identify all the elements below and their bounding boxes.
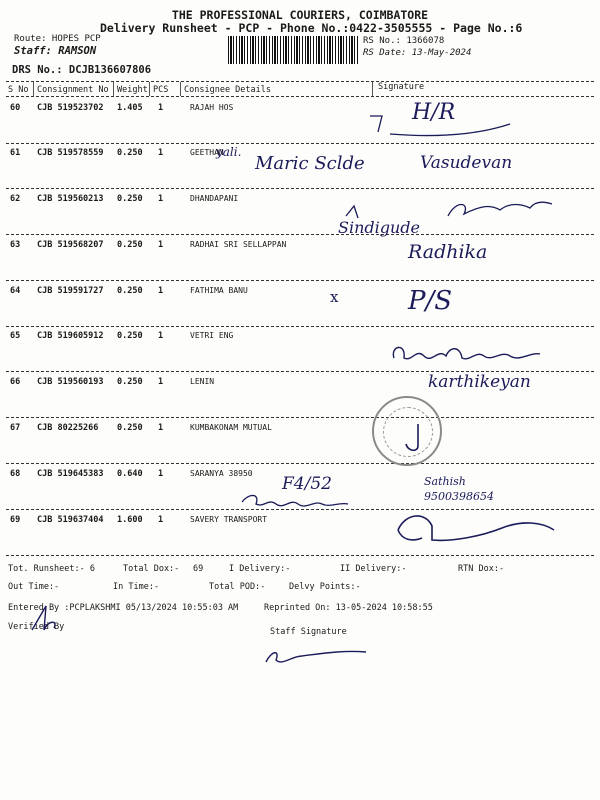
reprinted-on: Reprinted On: 13-05-2024 10:58:55 xyxy=(264,603,433,613)
col-pcs: PCS xyxy=(153,85,169,95)
signature-row-69 xyxy=(392,506,562,550)
signature-row-68-phone: 9500398654 xyxy=(424,490,494,503)
row-separator xyxy=(6,555,594,556)
mark-row-64: x xyxy=(330,288,339,306)
rtn-dox: RTN Dox:- xyxy=(458,564,505,574)
row-weight: 0.640 xyxy=(117,469,143,479)
row-weight: 1.405 xyxy=(117,103,143,113)
row-consignment: CJB 519523702 xyxy=(37,103,104,113)
row-consignment: CJB 519568207 xyxy=(37,240,104,250)
row-sno: 65 xyxy=(10,331,21,341)
staff-label: Staff: RAMSON xyxy=(14,45,97,57)
ii-delivery: II Delivery:- xyxy=(340,564,407,574)
col-separator xyxy=(113,82,114,96)
company-title: THE PROFESSIONAL COURIERS, COIMBATORE xyxy=(171,8,429,22)
row-sno: 66 xyxy=(10,377,21,387)
row-pcs: 1 xyxy=(158,194,164,204)
row-consignee: FATHIMA BANU xyxy=(190,286,248,295)
signature-row-64: P/S xyxy=(408,286,453,316)
row-pcs: 1 xyxy=(158,469,164,479)
route-label: Route: HOPES PCP xyxy=(14,34,101,44)
col-signature: Signature xyxy=(378,82,425,92)
signature-row-65 xyxy=(380,332,555,376)
header-rule-bottom xyxy=(6,96,594,97)
verified-by: Verified By xyxy=(8,622,65,632)
total-pod: Total POD:- xyxy=(209,582,266,592)
row-separator xyxy=(6,143,594,144)
col-separator xyxy=(372,82,373,96)
row-separator xyxy=(6,280,594,281)
staff-signature-label: Staff Signature xyxy=(270,627,347,637)
row-consignee: VETRI ENG xyxy=(190,331,234,340)
row-sno: 60 xyxy=(10,103,21,113)
row-consignment: CJB 519591727 xyxy=(37,286,104,296)
row-separator xyxy=(6,463,594,464)
col-weight: Weight xyxy=(117,85,148,95)
row-consignee: LENIN xyxy=(190,377,215,386)
header-rule-top xyxy=(6,81,594,82)
row-weight: 0.250 xyxy=(117,331,143,341)
row-pcs: 1 xyxy=(158,423,164,433)
row-consignment: CJB 519605912 xyxy=(37,331,104,341)
row-consignee: KUMBAKONAM MUTUAL xyxy=(190,423,272,432)
row-consignee: RADHAI SRI SELLAPPAN xyxy=(190,240,287,249)
col-separator xyxy=(33,82,34,96)
row-sno: 68 xyxy=(10,469,21,479)
row-sno: 67 xyxy=(10,423,21,433)
row-weight: 0.250 xyxy=(117,240,143,250)
row-pcs: 1 xyxy=(158,331,164,341)
i-delivery: I Delivery:- xyxy=(229,564,291,574)
row-pcs: 1 xyxy=(158,515,164,525)
row-weight: 0.250 xyxy=(117,377,143,387)
note-row-61: Maric Sclde xyxy=(255,153,365,174)
row-sno: 64 xyxy=(10,286,21,296)
row-separator xyxy=(6,188,594,189)
row-consignment: CJB 519645383 xyxy=(37,469,104,479)
note-row-68-scribble xyxy=(238,488,368,516)
verified-by-signature xyxy=(24,600,64,636)
row-consignment: CJB 519560213 xyxy=(37,194,104,204)
row-weight: 0.250 xyxy=(117,194,143,204)
signature-row-68-name: Sathish xyxy=(424,475,466,488)
row-consignee: SARANYA 38950 xyxy=(190,469,253,478)
row-consignment: CJB 80225266 xyxy=(37,423,99,433)
runsheet-subtitle: Delivery Runsheet - PCP - Phone No.:0422-3505555 - Page No.:6 xyxy=(100,21,523,35)
row-weight: 1.600 xyxy=(117,515,143,525)
staff-signature xyxy=(262,642,372,672)
note-row-62: Sindigude xyxy=(338,218,420,237)
barcode xyxy=(228,36,358,64)
row-sno: 63 xyxy=(10,240,21,250)
total-dox: Total Dox:- xyxy=(123,564,180,574)
row-weight: 0.250 xyxy=(117,148,143,158)
signature-row-61: Vasudevan xyxy=(420,153,513,173)
row-consignment: CJB 519560193 xyxy=(37,377,104,387)
rs-number: RS No.: 1366078 xyxy=(363,36,445,46)
signature-row-62 xyxy=(340,192,570,232)
row-consignment: CJB 519578559 xyxy=(37,148,104,158)
row-consignment: CJB 519637404 xyxy=(37,515,104,525)
note-row-61-small: yali. xyxy=(216,145,242,159)
entered-by: Entered By :PCPLAKSHMI 05/13/2024 10:55:03 AM xyxy=(8,603,239,613)
row-sno: 61 xyxy=(10,148,21,158)
row-consignee: RAJAH HOS xyxy=(190,103,234,112)
row-separator xyxy=(6,417,594,418)
signature-row-63: Radhika xyxy=(408,241,488,263)
col-sno: S No xyxy=(8,85,29,95)
row-weight: 0.250 xyxy=(117,286,143,296)
row-separator xyxy=(6,234,594,235)
col-separator xyxy=(149,82,150,96)
row-consignee: SAVERY TRANSPORT xyxy=(190,515,268,524)
row-consignee: DHANDAPANI xyxy=(190,194,239,203)
col-consignment: Consignment No xyxy=(37,85,109,95)
col-separator xyxy=(180,82,181,96)
col-consignee: Consignee Details xyxy=(184,85,271,95)
row-separator xyxy=(6,326,594,327)
total-dox-value: 69 xyxy=(193,564,204,574)
row-pcs: 1 xyxy=(158,377,164,387)
row-pcs: 1 xyxy=(158,240,164,250)
note-row-68-code: F4/52 xyxy=(282,474,332,494)
row-consignee: GEETHAN xyxy=(190,148,224,157)
drs-number: DRS No.: DCJB136607806 xyxy=(12,64,152,76)
row-pcs: 1 xyxy=(158,103,164,113)
tot-runsheet: Tot. Runsheet:- 6 xyxy=(8,564,95,574)
signature-row-67 xyxy=(400,420,430,456)
rs-date: RS Date: 13-May-2024 xyxy=(363,48,472,58)
signature-row-66: karthikeyan xyxy=(428,372,531,392)
row-sno: 62 xyxy=(10,194,21,204)
row-pcs: 1 xyxy=(158,286,164,296)
row-sno: 69 xyxy=(10,515,21,525)
signature-row-60: H/R xyxy=(412,100,456,125)
out-time: Out Time:- xyxy=(8,582,60,592)
signature-stroke-row-60 xyxy=(360,104,520,140)
in-time: In Time:- xyxy=(113,582,160,592)
delvy-points: Delvy Points:- xyxy=(289,582,361,592)
row-weight: 0.250 xyxy=(117,423,143,433)
row-pcs: 1 xyxy=(158,148,164,158)
